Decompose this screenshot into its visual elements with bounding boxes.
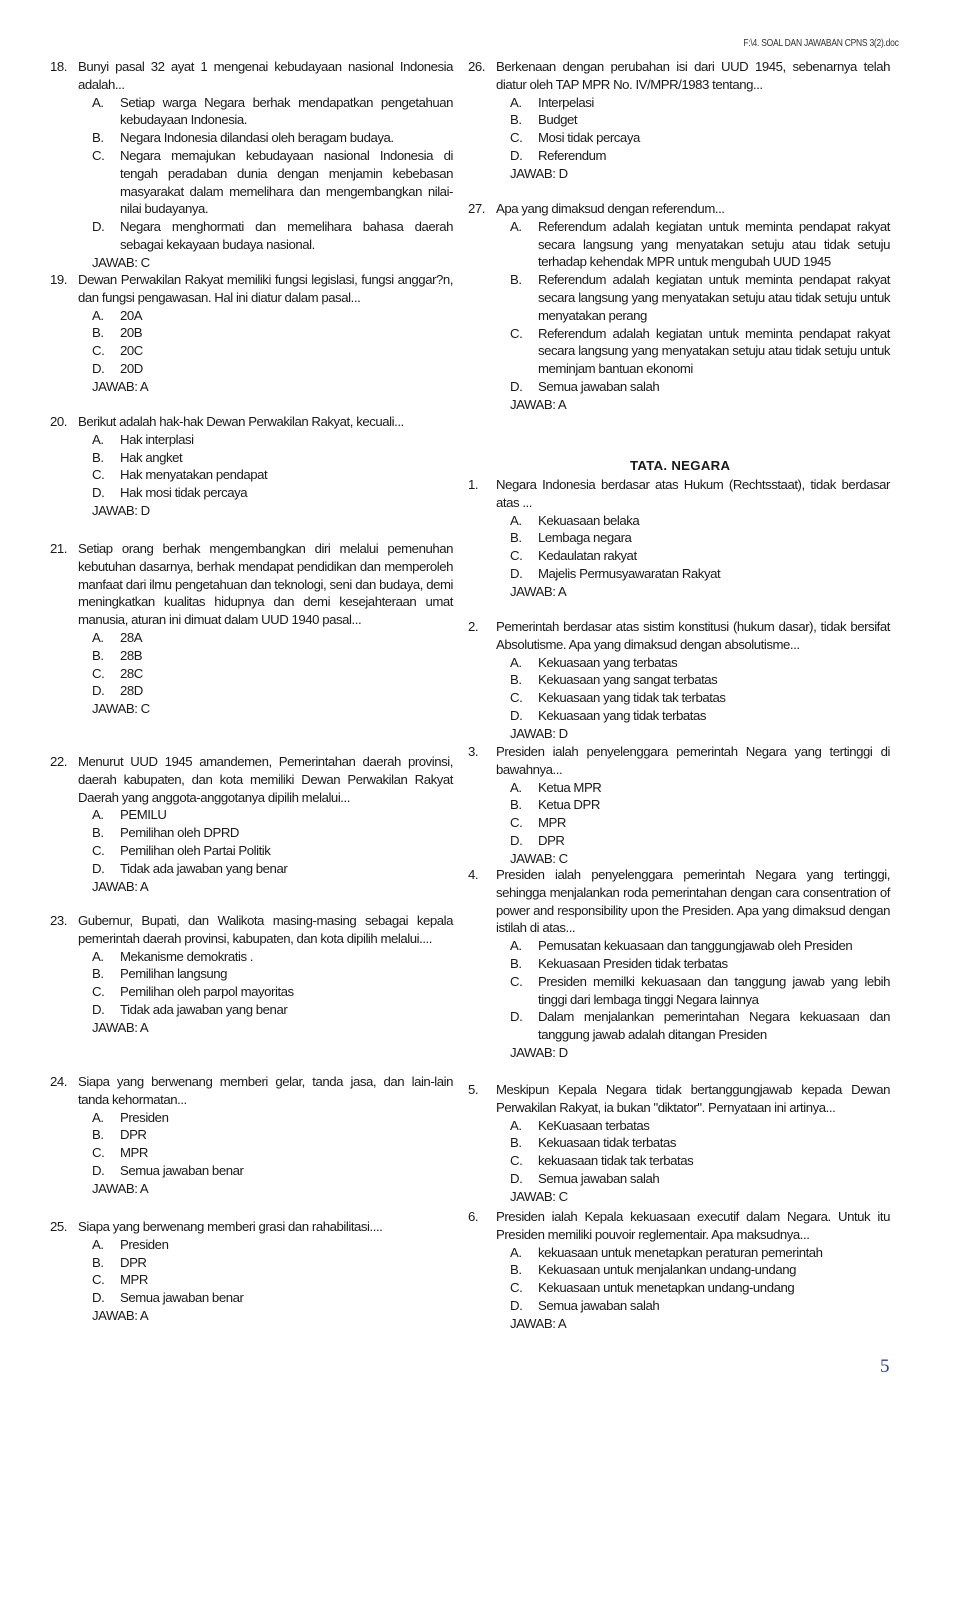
option-letter: D. [92, 1001, 105, 1017]
option-letter: D. [510, 147, 523, 163]
answer-option [92, 1236, 453, 1254]
question-text: Bunyi pasal 32 ayat 1 mengenai kebudayaan nasional Indonesia adalah... [78, 59, 453, 92]
question [468, 743, 890, 779]
answer-option [510, 1261, 890, 1279]
answer-option [510, 94, 890, 112]
option-letter: D. [510, 1009, 523, 1025]
option-letter: B. [510, 530, 522, 546]
option-text: Kekuasaan yang terbatas [538, 654, 678, 670]
option-letter: C. [92, 842, 105, 858]
answer-option [510, 1008, 890, 1044]
option-letter: A. [510, 1244, 522, 1260]
option-text: 28B [120, 647, 143, 663]
answer-option [92, 1126, 453, 1144]
answer-key: JAWAB: D [510, 1044, 568, 1060]
option-text: Setiap warga Negara berhak mendapatkan pengetahuan kebudayaan Indonesia. [120, 94, 453, 128]
option-text: 20D [120, 360, 143, 376]
answer-option [510, 547, 890, 565]
answer-key: JAWAB: A [510, 396, 567, 412]
option-text: Lembaga negara [538, 530, 632, 546]
option-text: Presiden [120, 1236, 169, 1252]
option-text: KeKuasaan terbatas [538, 1117, 650, 1133]
question-text: Presiden ialah Kepala kekuasaan executif dalam Negara. Untuk itu Presiden memiliki pouvoir reglementair. Apa maksudnya... [496, 1209, 890, 1242]
answer-option [510, 832, 890, 850]
answer-option [92, 1144, 453, 1162]
option-text: Pemilihan oleh parpol mayoritas [120, 984, 294, 1000]
answer-key: JAWAB: A [92, 1019, 149, 1035]
question [50, 540, 453, 629]
answer-option [92, 629, 453, 647]
answer-option [92, 948, 453, 966]
option-letter: A. [92, 1236, 104, 1252]
option-text: Kekuasaan Presiden tidak terbatas [538, 955, 728, 971]
option-text: Referendum adalah kegiatan untuk meminta pendapat rakyat secara langsung yang menyatakan setuju atau tidak setuju terhadap kehendak MPR untuk mengubah UUD 1945 [538, 218, 890, 270]
option-letter: D. [510, 832, 523, 848]
option-letter: B. [510, 672, 522, 688]
option-letter: C. [510, 1153, 523, 1169]
option-letter: B. [510, 797, 522, 813]
option-text: Tidak ada jawaban yang benar [120, 860, 288, 876]
option-letter: C. [510, 548, 523, 564]
option-letter: C. [92, 665, 105, 681]
answer-option [92, 647, 453, 665]
option-text: MPR [120, 1145, 148, 1161]
answer-key: JAWAB: D [510, 725, 568, 741]
question [468, 58, 890, 94]
answer-option [510, 955, 890, 973]
option-text: Hak menyatakan pendapat [120, 467, 268, 483]
option-text: Interpelasi [538, 94, 594, 110]
question-text: Pemerintah berdasar atas sistim konstitusi (hukum dasar), tidak bersifat Absolutisme. Apa yang dimaksud dengan absolutisme... [496, 619, 890, 652]
answer-option [92, 682, 453, 700]
option-letter: D. [92, 360, 105, 376]
option-text: MPR [120, 1272, 148, 1288]
option-letter: D. [92, 683, 105, 699]
question-item [468, 1208, 890, 1333]
answer-key: JAWAB: A [510, 1315, 567, 1331]
option-letter: D. [92, 1290, 105, 1306]
question [50, 1073, 453, 1109]
option-letter: D. [510, 707, 523, 723]
option-letter: B. [92, 825, 104, 841]
answer-option [92, 484, 453, 502]
option-text: Semua jawaban salah [538, 378, 660, 394]
option-text: Majelis Permusyawaratan Rakyat [538, 565, 721, 581]
option-letter: D. [92, 860, 105, 876]
option-text: Pemilihan oleh Partai Politik [120, 842, 271, 858]
question-item [468, 866, 890, 1062]
answer-option [510, 1297, 890, 1315]
question-text: Presiden ialah penyelenggara pemerintah Negara yang tertinggi, sehingga menjalankan roda pemerintahan dengan cara consentration of power and responsibility upon the Presiden. Apa yang dimaksud dengan istilah di atas... [496, 867, 890, 936]
option-letter: B. [510, 1262, 522, 1278]
option-letter: D. [510, 1297, 523, 1313]
option-letter: C. [92, 1272, 105, 1288]
answer-key: JAWAB: C [92, 701, 150, 717]
option-letter: A. [510, 1117, 522, 1133]
answer-option [92, 466, 453, 484]
answer-option [510, 937, 890, 955]
answer-option [510, 1117, 890, 1135]
question-item [468, 476, 890, 601]
option-text: Semua jawaban benar [120, 1290, 244, 1306]
answer-option [92, 860, 453, 878]
question [468, 1208, 890, 1244]
option-letter: D. [92, 485, 105, 501]
question-number: 5. [468, 1082, 479, 1097]
option-text: Negara memajukan kebudayaan nasional Indonesia di tengah peradaban dunia dengan menjamin kebebasan masyarakat dalam memelihara dan mengembangkan nilai-nilai budayanya. [120, 147, 453, 217]
answer-option [510, 796, 890, 814]
option-text: Presiden [120, 1109, 169, 1125]
answer-key: JAWAB: A [92, 378, 149, 394]
option-letter: D. [92, 1162, 105, 1178]
option-text: Budget [538, 112, 578, 128]
answer-key: JAWAB: C [92, 254, 150, 270]
answer-option [510, 1170, 890, 1188]
question-text: Berkenaan dengan perubahan isi dari UUD 1945, sebenarnya telah diatur oleh TAP MPR No. IV/MPR/1983 tentang... [496, 59, 890, 92]
option-letter: B. [92, 1127, 104, 1143]
question-number: 20. [50, 414, 67, 429]
option-text: kekuasaan tidak tak terbatas [538, 1153, 694, 1169]
answer-option [92, 806, 453, 824]
option-letter: B. [92, 647, 104, 663]
option-letter: A. [92, 629, 104, 645]
question-item [468, 743, 890, 868]
question-number: 26. [468, 59, 485, 74]
option-text: Hak interplasi [120, 431, 194, 447]
document-header-path: F:\4. SOAL DAN JAWABAN CPNS 3(2).doc [743, 38, 899, 49]
option-letter: D. [510, 565, 523, 581]
option-text: Kekuasaan yang sangat terbatas [538, 672, 718, 688]
answer-key: JAWAB: A [92, 1180, 149, 1196]
answer-option [92, 842, 453, 860]
answer-option [92, 1109, 453, 1127]
option-text: Ketua DPR [538, 797, 600, 813]
question [468, 618, 890, 654]
option-letter: C. [510, 815, 523, 831]
option-text: Dalam menjalankan pemerintahan Negara kekuasaan dan tanggung jawab adalah ditangan Presiden [538, 1009, 890, 1043]
question-text: Siapa yang berwenang memberi grasi dan rahabilitasi.... [78, 1219, 383, 1234]
answer-option [510, 111, 890, 129]
question [50, 271, 453, 307]
option-text: 20A [120, 307, 143, 323]
question [50, 1218, 453, 1236]
option-text: Referendum adalah kegiatan untuk meminta pendapat rakyat secara langsung yang menyatakan setuju atau tidak setuju untuk meminjam bantuan ekonomi [538, 325, 890, 377]
answer-option [510, 779, 890, 797]
answer-option [92, 324, 453, 342]
option-letter: C. [510, 130, 523, 146]
question-item [50, 271, 453, 396]
option-text: 20C [120, 343, 143, 359]
option-letter: A. [510, 94, 522, 110]
option-letter: B. [92, 325, 104, 341]
option-text: kekuasaan untuk menetapkan peraturan pemerintah [538, 1244, 823, 1260]
option-letter: A. [510, 938, 522, 954]
question-text: Meskipun Kepala Negara tidak bertanggungjawab kepada Dewan Perwakilan Rakyat, ia bukan "diktator". Pernyataan ini artinya... [496, 1082, 890, 1115]
option-text: 20B [120, 325, 143, 341]
option-text: Negara Indonesia dilandasi oleh beragam budaya. [120, 130, 394, 146]
answer-key: JAWAB: A [92, 878, 149, 894]
answer-option [92, 983, 453, 1001]
option-letter: A. [92, 94, 104, 110]
question-item [468, 1081, 890, 1206]
question-text: Gubernur, Bupati, dan Walikota masing-masing sebagai kepala pemerintah daerah provinsi, kabupaten, dan kota dipilih melalui.... [78, 913, 453, 946]
option-text: Referendum [538, 147, 607, 163]
question [50, 912, 453, 948]
question-item [50, 540, 453, 718]
answer-option [510, 814, 890, 832]
answer-option [510, 271, 890, 324]
question [50, 753, 453, 806]
question-item [50, 1218, 453, 1325]
answer-option [92, 1254, 453, 1272]
answer-option [92, 665, 453, 683]
question-text: Siapa yang berwenang memberi gelar, tanda jasa, dan lain-lain tanda kehormatan... [78, 1074, 453, 1107]
option-letter: D. [510, 378, 523, 394]
option-letter: C. [510, 1280, 523, 1296]
answer-option [92, 147, 453, 218]
answer-option [510, 512, 890, 530]
option-text: Negara menghormati dan memelihara bahasa daerah sebagai kekayaan budaya nasional. [120, 219, 453, 252]
answer-key: JAWAB: D [92, 502, 150, 518]
question-item [50, 753, 453, 895]
question-number: 23. [50, 913, 67, 928]
question-text: Negara Indonesia berdasar atas Hukum (Rechtsstaat), tidak berdasar atas ... [496, 477, 890, 510]
option-text: Pemilihan oleh DPRD [120, 825, 239, 841]
question-text: Apa yang dimaksud dengan referendum... [496, 201, 725, 216]
answer-option [510, 1134, 890, 1152]
question-number: 22. [50, 754, 67, 769]
answer-option [92, 1271, 453, 1289]
question [50, 413, 453, 431]
option-letter: B. [92, 966, 104, 982]
option-text: Semua jawaban salah [538, 1297, 660, 1313]
option-letter: A. [510, 779, 522, 795]
option-letter: D. [510, 1170, 523, 1186]
answer-option [510, 689, 890, 707]
answer-option [92, 360, 453, 378]
answer-option [92, 129, 453, 147]
question-number: 21. [50, 541, 67, 556]
answer-key: JAWAB: A [92, 1307, 149, 1323]
option-text: Mekanisme demokratis . [120, 948, 254, 964]
answer-option [92, 1162, 453, 1180]
option-text: Mosi tidak percaya [538, 130, 640, 146]
option-text: Kekuasaan belaka [538, 512, 640, 528]
answer-option [92, 94, 453, 130]
answer-key: JAWAB: A [510, 583, 567, 599]
answer-option [510, 325, 890, 378]
option-letter: C. [510, 690, 523, 706]
option-text: Kekuasaan yang tidak tak terbatas [538, 690, 726, 706]
option-letter: A. [510, 654, 522, 670]
option-text: Kedaulatan rakyat [538, 548, 637, 564]
option-text: DPR [538, 832, 565, 848]
answer-option [92, 431, 453, 449]
option-text: 28A [120, 629, 143, 645]
question-text: Presiden ialah penyelenggara pemerintah Negara yang tertinggi di bawahnya... [496, 744, 890, 777]
option-letter: D. [92, 219, 105, 235]
option-letter: A. [92, 807, 104, 823]
option-text: 28D [120, 683, 143, 699]
option-letter: C. [510, 973, 523, 989]
answer-option [510, 1244, 890, 1262]
answer-option [510, 378, 890, 396]
option-letter: B. [92, 449, 104, 465]
question-number: 27. [468, 201, 485, 216]
question [468, 1081, 890, 1117]
answer-option [92, 307, 453, 325]
section-title: TATA. NEGARA [630, 458, 731, 473]
option-letter: A. [510, 512, 522, 528]
answer-option [92, 1001, 453, 1019]
option-letter: A. [510, 218, 522, 234]
option-text: Kekuasaan tidak terbatas [538, 1135, 677, 1151]
answer-option [510, 1152, 890, 1170]
question-number: 25. [50, 1219, 67, 1234]
question-number: 4. [468, 867, 479, 882]
question-item [50, 912, 453, 1037]
question [50, 58, 453, 94]
question-number: 19. [50, 272, 67, 287]
answer-option [92, 449, 453, 467]
option-text: Hak mosi tidak percaya [120, 485, 248, 501]
answer-option [92, 1289, 453, 1307]
option-text: Kekuasaan untuk menetapkan undang-undang [538, 1280, 795, 1296]
answer-option [510, 707, 890, 725]
answer-option [510, 654, 890, 672]
option-text: MPR [538, 815, 566, 831]
option-text: 28C [120, 665, 143, 681]
answer-key: JAWAB: C [510, 850, 568, 866]
answer-option [510, 218, 890, 271]
option-text: Ketua MPR [538, 779, 602, 795]
question-item [468, 618, 890, 743]
question-text: Setiap orang berhak mengembangkan diri melalui pemenuhan kebutuhan dasarnya, berhak mendapat pendidikan dan memperoleh manfaat dari ilmu pengetahuan dan teknologi, seni dan budaya, demi meningkatkan kualitas hidupnya dan demi kesejahteraan umat manusia, aturan ini dimuat dalam UUD 1940 pasal... [78, 541, 453, 628]
question-number: 1. [468, 477, 479, 492]
question-item [468, 58, 890, 183]
option-text: DPR [120, 1127, 147, 1143]
question-item [50, 58, 453, 272]
question-item [468, 200, 890, 414]
option-letter: C. [92, 343, 105, 359]
option-letter: A. [92, 307, 104, 323]
page-number: 5 [880, 1356, 890, 1377]
answer-option [510, 973, 890, 1009]
option-letter: C. [92, 1145, 105, 1161]
question-text: Berikut adalah hak-hak Dewan Perwakilan Rakyat, kecuali... [78, 414, 404, 429]
option-text: DPR [120, 1254, 147, 1270]
option-letter: C. [92, 984, 105, 1000]
answer-option [92, 342, 453, 360]
option-text: PEMILU [120, 807, 167, 823]
answer-option [510, 129, 890, 147]
answer-key: JAWAB: D [510, 165, 568, 181]
answer-option [510, 529, 890, 547]
question [468, 866, 890, 937]
option-text: Presiden memilki kekuasaan dan tanggung jawab yang lebih tinggi dari lembaga tinggi Negara lainnya [538, 973, 890, 1007]
answer-option [92, 824, 453, 842]
question-text: Dewan Perwakilan Rakyat memiliki fungsi legislasi, fungsi anggar?n, dan fungsi pengawasan. Hal ini diatur dalam pasal... [78, 272, 453, 305]
question-number: 18. [50, 59, 67, 74]
option-letter: A. [92, 1109, 104, 1125]
option-text: Tidak ada jawaban yang benar [120, 1001, 288, 1017]
answer-option [510, 1279, 890, 1297]
option-letter: B. [510, 955, 522, 971]
option-text: Pemusatan kekuasaan dan tanggungjawab oleh Presiden [538, 938, 853, 954]
answer-option [510, 671, 890, 689]
answer-option [92, 218, 453, 254]
option-text: Kekuasaan yang tidak terbatas [538, 707, 707, 723]
option-letter: C. [92, 147, 105, 163]
answer-option [510, 147, 890, 165]
option-text: Pemilihan langsung [120, 966, 228, 982]
answer-key: JAWAB: C [510, 1188, 568, 1204]
option-letter: A. [92, 948, 104, 964]
question-item [50, 413, 453, 520]
option-text: Referendum adalah kegiatan untuk meminta pendapat rakyat secara langsung yang menyatakan setuju atau tidak setuju untuk menyatakan perang [538, 272, 890, 323]
question-number: 2. [468, 619, 479, 634]
question [468, 200, 890, 218]
question-number: 24. [50, 1074, 67, 1089]
option-letter: B. [510, 112, 522, 128]
option-letter: B. [510, 1135, 522, 1151]
option-letter: C. [510, 325, 523, 341]
question [468, 476, 890, 512]
option-letter: B. [92, 130, 104, 146]
option-letter: B. [92, 1254, 104, 1270]
option-letter: A. [92, 431, 104, 447]
question-number: 6. [468, 1209, 479, 1224]
question-item [50, 1073, 453, 1198]
question-number: 3. [468, 744, 479, 759]
option-text: Kekuasaan untuk menjalankan undang-undang [538, 1262, 796, 1278]
option-text: Semua jawaban benar [120, 1162, 244, 1178]
answer-option [510, 565, 890, 583]
option-letter: B. [510, 272, 522, 288]
option-text: Semua jawaban salah [538, 1170, 660, 1186]
option-text: Hak angket [120, 449, 183, 465]
answer-option [92, 965, 453, 983]
question-text: Menurut UUD 1945 amandemen, Pemerintahan daerah provinsi, daerah kabupaten, dan kota memiliki Dewan Perwakilan Rakyat Daerah yang anggota-anggotanya dipilih melalui... [78, 754, 453, 805]
option-letter: C. [92, 467, 105, 483]
